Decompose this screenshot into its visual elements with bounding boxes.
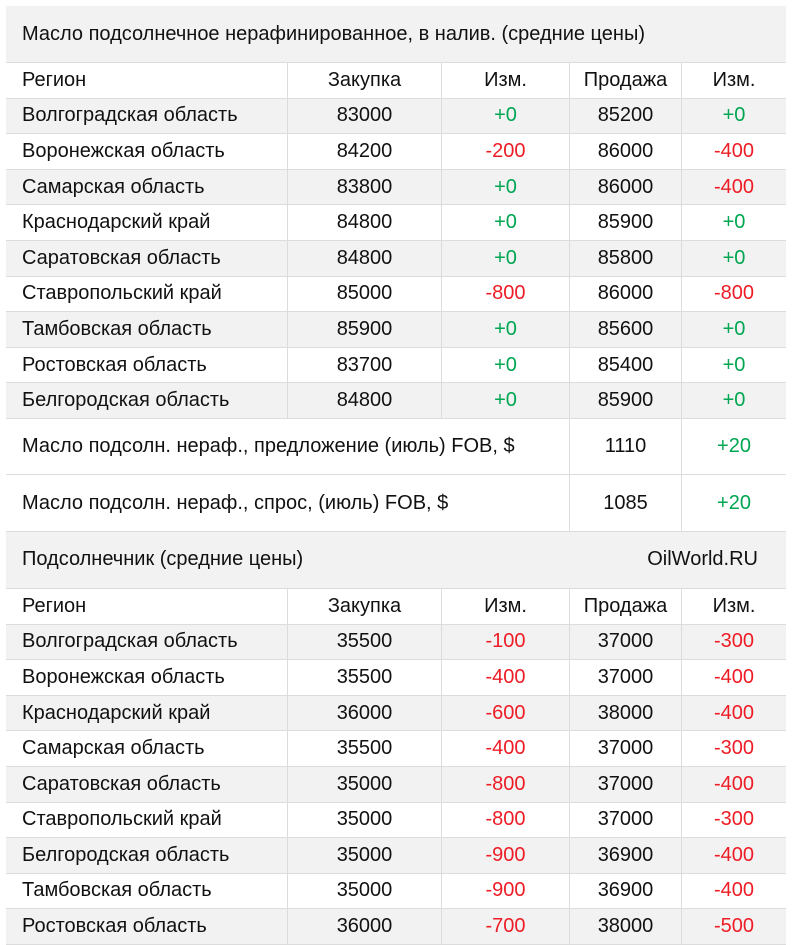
- table-row: [6, 170, 786, 206]
- sell-change-cell: -500: [713, 915, 755, 938]
- sell-change-cell: -300: [713, 737, 755, 760]
- buy-price-cell: 35500: [288, 731, 442, 766]
- table-row: [6, 767, 786, 803]
- buy-price-cell: 35500: [288, 660, 442, 695]
- buy-price-cell: 35500: [288, 625, 442, 660]
- buy-price-cell: 35000: [288, 803, 442, 838]
- buy-change-cell: -600: [442, 696, 570, 731]
- oil-table-title: Масло подсолнечное нерафинированное, в налив. (средние цены): [6, 6, 786, 63]
- sell-price-cell: 36900: [570, 838, 682, 873]
- sell-price-cell: 38000: [570, 696, 682, 731]
- fob-row: [6, 419, 786, 476]
- header-buy: Закупка: [288, 589, 442, 624]
- sell-change-cell: -400: [713, 175, 755, 198]
- table-row: [6, 205, 786, 241]
- sell-change-cell: -400: [713, 772, 755, 795]
- header-sell-change: Изм.: [712, 594, 756, 617]
- header-region: Регион: [6, 63, 288, 98]
- fob-change-cell: +20: [717, 491, 751, 514]
- buy-price-cell: 83700: [288, 348, 442, 383]
- buy-price-cell: 35000: [288, 874, 442, 909]
- table-header-row: [6, 589, 786, 625]
- table-row: [6, 99, 786, 135]
- sell-change-cell: -400: [713, 665, 755, 688]
- sell-price-cell: 37000: [570, 660, 682, 695]
- table-row: [6, 696, 786, 732]
- buy-change-cell: +0: [442, 348, 570, 383]
- price-sheet: [6, 6, 786, 945]
- buy-price-cell: 85900: [288, 312, 442, 347]
- buy-price-cell: 36000: [288, 696, 442, 731]
- sell-change-cell: -400: [713, 843, 755, 866]
- header-buy-change: Изм.: [442, 589, 570, 624]
- buy-price-cell: 85000: [288, 277, 442, 312]
- region-cell: Ставропольский край: [6, 803, 288, 838]
- oil-price-table: [6, 63, 786, 532]
- region-cell: Белгородская область: [6, 383, 288, 418]
- header-sell-change: Изм.: [712, 68, 756, 91]
- buy-price-cell: 83800: [288, 170, 442, 205]
- buy-price-cell: 84800: [288, 241, 442, 276]
- region-cell: Саратовская область: [6, 241, 288, 276]
- region-cell: Волгоградская область: [6, 625, 288, 660]
- table-row: [6, 838, 786, 874]
- buy-change-cell: -900: [442, 874, 570, 909]
- buy-change-cell: -800: [442, 277, 570, 312]
- header-region: Регион: [6, 589, 288, 624]
- region-cell: Ставропольский край: [6, 277, 288, 312]
- table-row: [6, 803, 786, 839]
- buy-price-cell: 84800: [288, 205, 442, 240]
- buy-change-cell: -400: [442, 660, 570, 695]
- region-cell: Ростовская область: [6, 348, 288, 383]
- sell-price-cell: 85600: [570, 312, 682, 347]
- sell-price-cell: 85900: [570, 205, 682, 240]
- header-sell: Продажа: [570, 63, 682, 98]
- sunflower-table-title: Подсолнечник (средние цены): [22, 548, 304, 571]
- buy-price-cell: 84200: [288, 134, 442, 169]
- sell-price-cell: 86000: [570, 134, 682, 169]
- source-label: OilWorld.RU: [647, 548, 758, 571]
- region-cell: Воронежская область: [6, 134, 288, 169]
- fob-label-cell: Масло подсолн. нераф., спрос, (июль) FOB, $: [6, 475, 570, 531]
- region-cell: Воронежская область: [6, 660, 288, 695]
- fob-change-cell: +20: [717, 435, 751, 458]
- sell-change-cell: -400: [713, 701, 755, 724]
- fob-label-cell: Масло подсолн. нераф., предложение (июль) FOB, $: [6, 419, 570, 475]
- buy-change-cell: +0: [442, 170, 570, 205]
- region-cell: Волгоградская область: [6, 99, 288, 134]
- table-row: [6, 660, 786, 696]
- buy-change-cell: +0: [442, 99, 570, 134]
- sunflower-price-table: [6, 589, 786, 945]
- fob-value-cell: 1085: [570, 475, 682, 531]
- table-row: [6, 134, 786, 170]
- buy-change-cell: +0: [442, 241, 570, 276]
- sunflower-table-header: [6, 532, 786, 589]
- sell-change-cell: +0: [722, 353, 746, 376]
- header-buy-change: Изм.: [442, 63, 570, 98]
- sell-price-cell: 85400: [570, 348, 682, 383]
- table-row: [6, 625, 786, 661]
- table-row: [6, 909, 786, 945]
- sell-change-cell: -400: [713, 139, 755, 162]
- sell-change-cell: +0: [722, 317, 746, 340]
- region-cell: Тамбовская область: [6, 874, 288, 909]
- header-sell: Продажа: [570, 589, 682, 624]
- buy-price-cell: 35000: [288, 767, 442, 802]
- fob-row: [6, 475, 786, 532]
- sell-price-cell: 36900: [570, 874, 682, 909]
- sell-price-cell: 37000: [570, 803, 682, 838]
- buy-change-cell: +0: [442, 205, 570, 240]
- buy-price-cell: 84800: [288, 383, 442, 418]
- buy-price-cell: 35000: [288, 838, 442, 873]
- buy-change-cell: -100: [442, 625, 570, 660]
- sell-change-cell: -300: [713, 630, 755, 653]
- sell-price-cell: 38000: [570, 909, 682, 944]
- sell-price-cell: 86000: [570, 170, 682, 205]
- sell-change-cell: -800: [713, 282, 755, 305]
- buy-price-cell: 36000: [288, 909, 442, 944]
- sell-change-cell: -300: [713, 808, 755, 831]
- region-cell: Самарская область: [6, 170, 288, 205]
- sell-change-cell: +0: [722, 246, 746, 269]
- buy-change-cell: +0: [442, 383, 570, 418]
- region-cell: Краснодарский край: [6, 696, 288, 731]
- header-buy: Закупка: [288, 63, 442, 98]
- table-row: [6, 241, 786, 277]
- table-row: [6, 731, 786, 767]
- buy-change-cell: -900: [442, 838, 570, 873]
- sell-price-cell: 37000: [570, 767, 682, 802]
- table-row: [6, 348, 786, 384]
- buy-change-cell: -700: [442, 909, 570, 944]
- region-cell: Краснодарский край: [6, 205, 288, 240]
- sell-change-cell: +0: [722, 211, 746, 234]
- region-cell: Белгородская область: [6, 838, 288, 873]
- region-cell: Тамбовская область: [6, 312, 288, 347]
- sell-price-cell: 37000: [570, 731, 682, 766]
- buy-change-cell: -800: [442, 803, 570, 838]
- buy-change-cell: -800: [442, 767, 570, 802]
- sell-change-cell: +0: [722, 104, 746, 127]
- region-cell: Саратовская область: [6, 767, 288, 802]
- buy-change-cell: -200: [442, 134, 570, 169]
- buy-change-cell: +0: [442, 312, 570, 347]
- sell-price-cell: 85900: [570, 383, 682, 418]
- buy-change-cell: -400: [442, 731, 570, 766]
- sell-change-cell: -400: [713, 879, 755, 902]
- buy-price-cell: 83000: [288, 99, 442, 134]
- region-cell: Ростовская область: [6, 909, 288, 944]
- table-row: [6, 383, 786, 419]
- sell-change-cell: +0: [722, 389, 746, 412]
- table-row: [6, 874, 786, 910]
- sell-price-cell: 86000: [570, 277, 682, 312]
- table-header-row: [6, 63, 786, 99]
- fob-value-cell: 1110: [570, 419, 682, 475]
- table-row: [6, 277, 786, 313]
- table-row: [6, 312, 786, 348]
- sell-price-cell: 37000: [570, 625, 682, 660]
- sell-price-cell: 85800: [570, 241, 682, 276]
- sell-price-cell: 85200: [570, 99, 682, 134]
- region-cell: Самарская область: [6, 731, 288, 766]
